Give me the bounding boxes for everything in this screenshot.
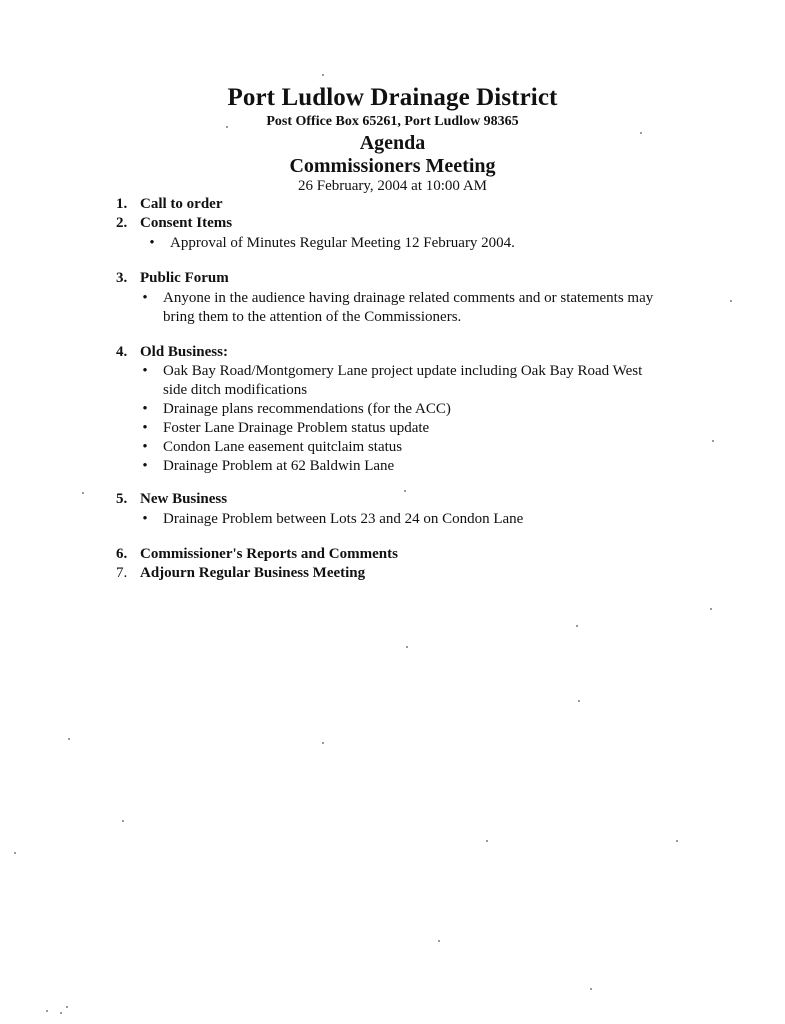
bullet-icon: •: [142, 363, 148, 379]
list-item: • Foster Lane Drainage Problem status update: [140, 419, 663, 438]
scan-speck: [322, 74, 324, 76]
agenda-item-call-to-order: [116, 196, 222, 213]
bullet-icon: •: [142, 401, 148, 417]
item-number: 1.: [116, 196, 128, 212]
agenda-item-adjourn: [116, 565, 365, 582]
meeting-heading: Commissioners Meeting: [289, 155, 496, 177]
bullet-icon: •: [142, 439, 148, 455]
agenda-item-consent-items: [116, 215, 232, 232]
scan-speck: [712, 440, 714, 442]
bullet-icon: •: [142, 290, 148, 306]
list-item: • Drainage Problem between Lots 23 and 24 on Condon Lane: [140, 510, 663, 529]
scan-speck: [710, 608, 712, 610]
mailing-address: Post Office Box 65261, Port Ludlow 98365: [266, 114, 519, 129]
item-number: 2.: [116, 215, 128, 231]
item-number: 3.: [116, 270, 128, 286]
scan-speck: [14, 852, 16, 854]
list-item: • Approval of Minutes Regular Meeting 12 February 2004.: [147, 234, 670, 253]
list-item: • Anyone in the audience having drainage related comments and or statements may bring them to the attention of the Commissioners.: [140, 289, 663, 327]
old-business-list: [140, 362, 663, 476]
scan-speck: [578, 700, 580, 702]
item-label: Commissioner's Reports and Comments: [140, 546, 398, 562]
scan-speck: [404, 490, 406, 492]
bullet-icon: •: [149, 235, 155, 251]
scan-speck: [590, 988, 592, 990]
scan-speck: [226, 126, 228, 128]
item-label: Old Business:: [140, 344, 228, 360]
item-number: 4.: [116, 344, 128, 360]
item-label: Adjourn Regular Business Meeting: [140, 565, 366, 581]
agenda-item-old-business: [116, 344, 228, 361]
agenda-item-commissioners-reports: [116, 546, 398, 563]
agenda-heading: Agenda: [359, 132, 426, 154]
scan-speck: [68, 738, 70, 740]
agenda-item-new-business: [116, 491, 227, 508]
scan-speck: [676, 840, 678, 842]
document-title: Port Ludlow Drainage District: [227, 84, 558, 111]
scan-speck: [406, 646, 408, 648]
scan-speck: [82, 492, 84, 494]
item-number: 6.: [116, 546, 128, 562]
list-item: • Drainage Problem at 62 Baldwin Lane: [140, 457, 663, 476]
scan-speck: [730, 300, 732, 302]
meeting-date: 26 February, 2004 at 10:00 AM: [297, 178, 487, 194]
consent-items-list: [147, 234, 670, 253]
item-label: Public Forum: [140, 270, 229, 286]
list-item: • Condon Lane easement quitclaim status: [140, 438, 663, 457]
item-label: Call to order: [140, 196, 223, 212]
bullet-icon: •: [142, 511, 148, 527]
scan-speck: [486, 840, 488, 842]
item-label: New Business: [140, 491, 228, 507]
scan-speck: [66, 1006, 68, 1008]
public-forum-list: [140, 289, 663, 327]
scan-speck: [122, 820, 124, 822]
item-number: 5.: [116, 491, 128, 507]
scan-speck: [576, 625, 578, 627]
bullet-icon: •: [142, 420, 148, 436]
bullet-icon: •: [142, 458, 148, 474]
scan-speck: [640, 132, 642, 134]
agenda-item-public-forum: [116, 270, 229, 287]
list-item: • Oak Bay Road/Montgomery Lane project update including Oak Bay Road West side ditch modifications: [140, 362, 663, 400]
item-number: 7.: [116, 565, 128, 581]
scan-speck: [322, 742, 324, 744]
item-label: Consent Items: [140, 215, 233, 231]
scan-speck: [438, 940, 440, 942]
scan-speck: [60, 1012, 62, 1014]
new-business-list: [140, 510, 663, 529]
scan-speck: [46, 1010, 48, 1012]
list-item: • Drainage plans recommendations (for the ACC): [140, 400, 663, 419]
